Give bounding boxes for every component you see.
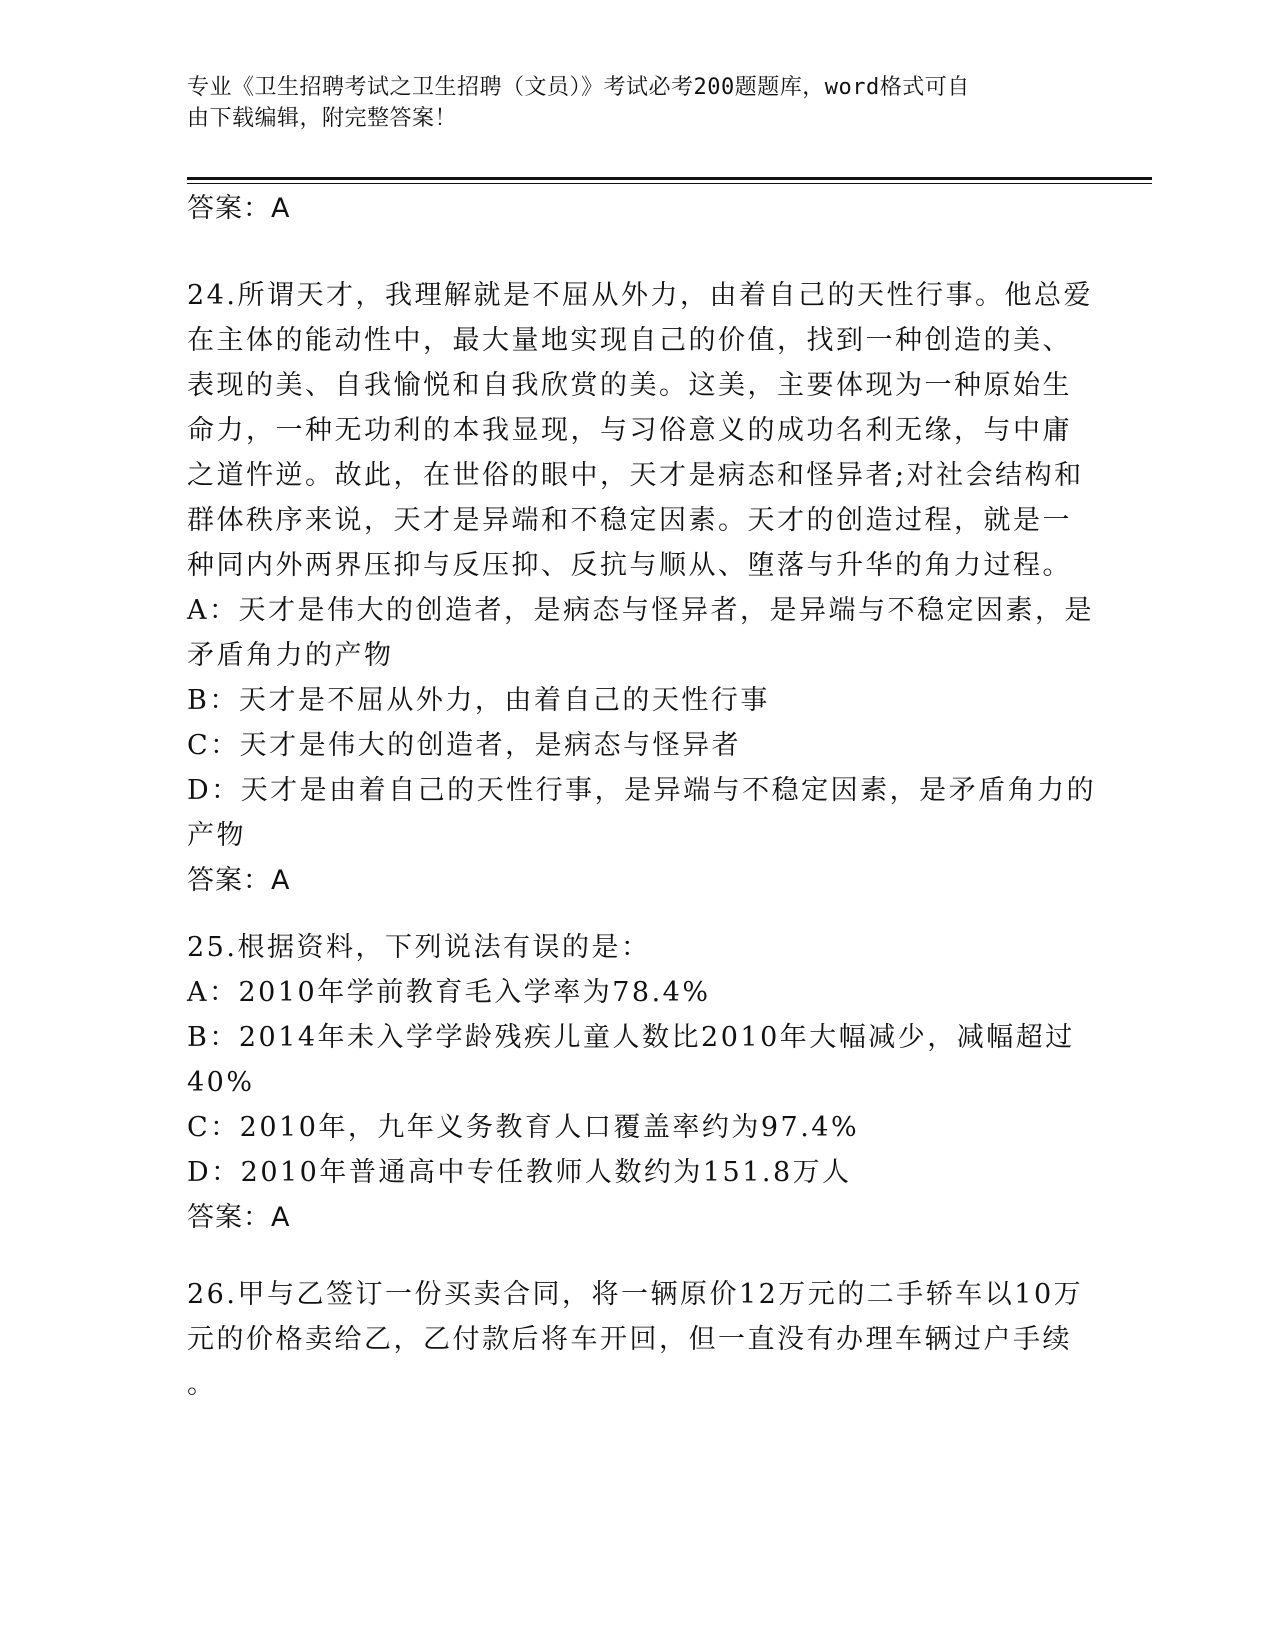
q24-option-a-cont: 矛盾角力的产物 <box>187 640 394 671</box>
question-26 <box>187 1272 1087 1407</box>
q24-stem-line: 24.所谓天才，我理解就是不屈从外力，由着自己的天性行事。他总爱 <box>187 280 1093 311</box>
page-header <box>187 72 1067 134</box>
q24-option-c: C：天才是伟大的创造者，是病态与怪异者 <box>187 730 742 761</box>
q24-answer: 答案：A <box>187 865 291 896</box>
q25-option-d: D：2010年普通高中专任教师人数约为151.8万人 <box>187 1157 852 1188</box>
q26-stem-line: 元的价格卖给乙，乙付款后将车开回，但一直没有办理车辆过户手续 <box>187 1324 1072 1355</box>
q24-option-d: D：天才是由着自己的天性行事，是异端与不稳定因素，是矛盾角力的 <box>187 775 1097 806</box>
q24-stem-line: 群体秩序来说，天才是异端和不稳定因素。天才的创造过程，就是一 <box>187 505 1072 536</box>
previous-answer-block <box>187 186 1087 231</box>
previous-answer: 答案：A <box>187 193 291 224</box>
header-line-1: 专业《卫生招聘考试之卫生招聘（文员）》考试必考200题题库，word格式可自 <box>187 75 970 100</box>
q24-stem-line: 之道忤逆。故此，在世俗的眼中，天才是病态和怪异者;对社会结构和 <box>187 460 1084 491</box>
header-line-2: 由下载编辑，附完整答案！ <box>187 106 458 131</box>
q25-stem: 25.根据资料，下列说法有误的是： <box>187 932 651 963</box>
q25-option-b-cont: 40% <box>187 1067 255 1098</box>
q24-option-a: A：天才是伟大的创造者，是病态与怪异者，是异端与不稳定因素，是 <box>187 595 1094 626</box>
q26-stem-line: 。 <box>187 1369 217 1400</box>
q24-option-d-cont: 产物 <box>187 820 246 851</box>
q24-option-b: B：天才是不屈从外力，由着自己的天性行事 <box>187 685 770 716</box>
question-25 <box>187 925 1087 1240</box>
q25-option-c: C：2010年，九年义务教育人口覆盖率约为97.4% <box>187 1112 860 1143</box>
header-rule-thick <box>187 177 1152 180</box>
q25-answer: 答案：A <box>187 1202 291 1233</box>
q26-stem-line: 26.甲与乙签订一份买卖合同，将一辆原价12万元的二手轿车以10万 <box>187 1279 1084 1310</box>
q24-stem-line: 命力，一种无功利的本我显现，与习俗意义的成功名利无缘，与中庸 <box>187 415 1072 446</box>
header-rule-thin <box>187 183 1152 184</box>
q24-stem-line: 种同内外两界压抑与反压抑、反抗与顺从、堕落与升华的角力过程。 <box>187 550 1072 581</box>
q25-option-b: B：2014年未入学学龄残疾儿童人数比2010年大幅减少，减幅超过 <box>187 1022 1075 1053</box>
question-24 <box>187 273 1097 903</box>
q24-stem-line: 在主体的能动性中，最大量地实现自己的价值，找到一种创造的美、 <box>187 325 1072 356</box>
q24-stem-line: 表现的美、自我愉悦和自我欣赏的美。这美，主要体现为一种原始生 <box>187 370 1072 401</box>
q25-option-a: A：2010年学前教育毛入学率为78.4% <box>187 977 711 1008</box>
